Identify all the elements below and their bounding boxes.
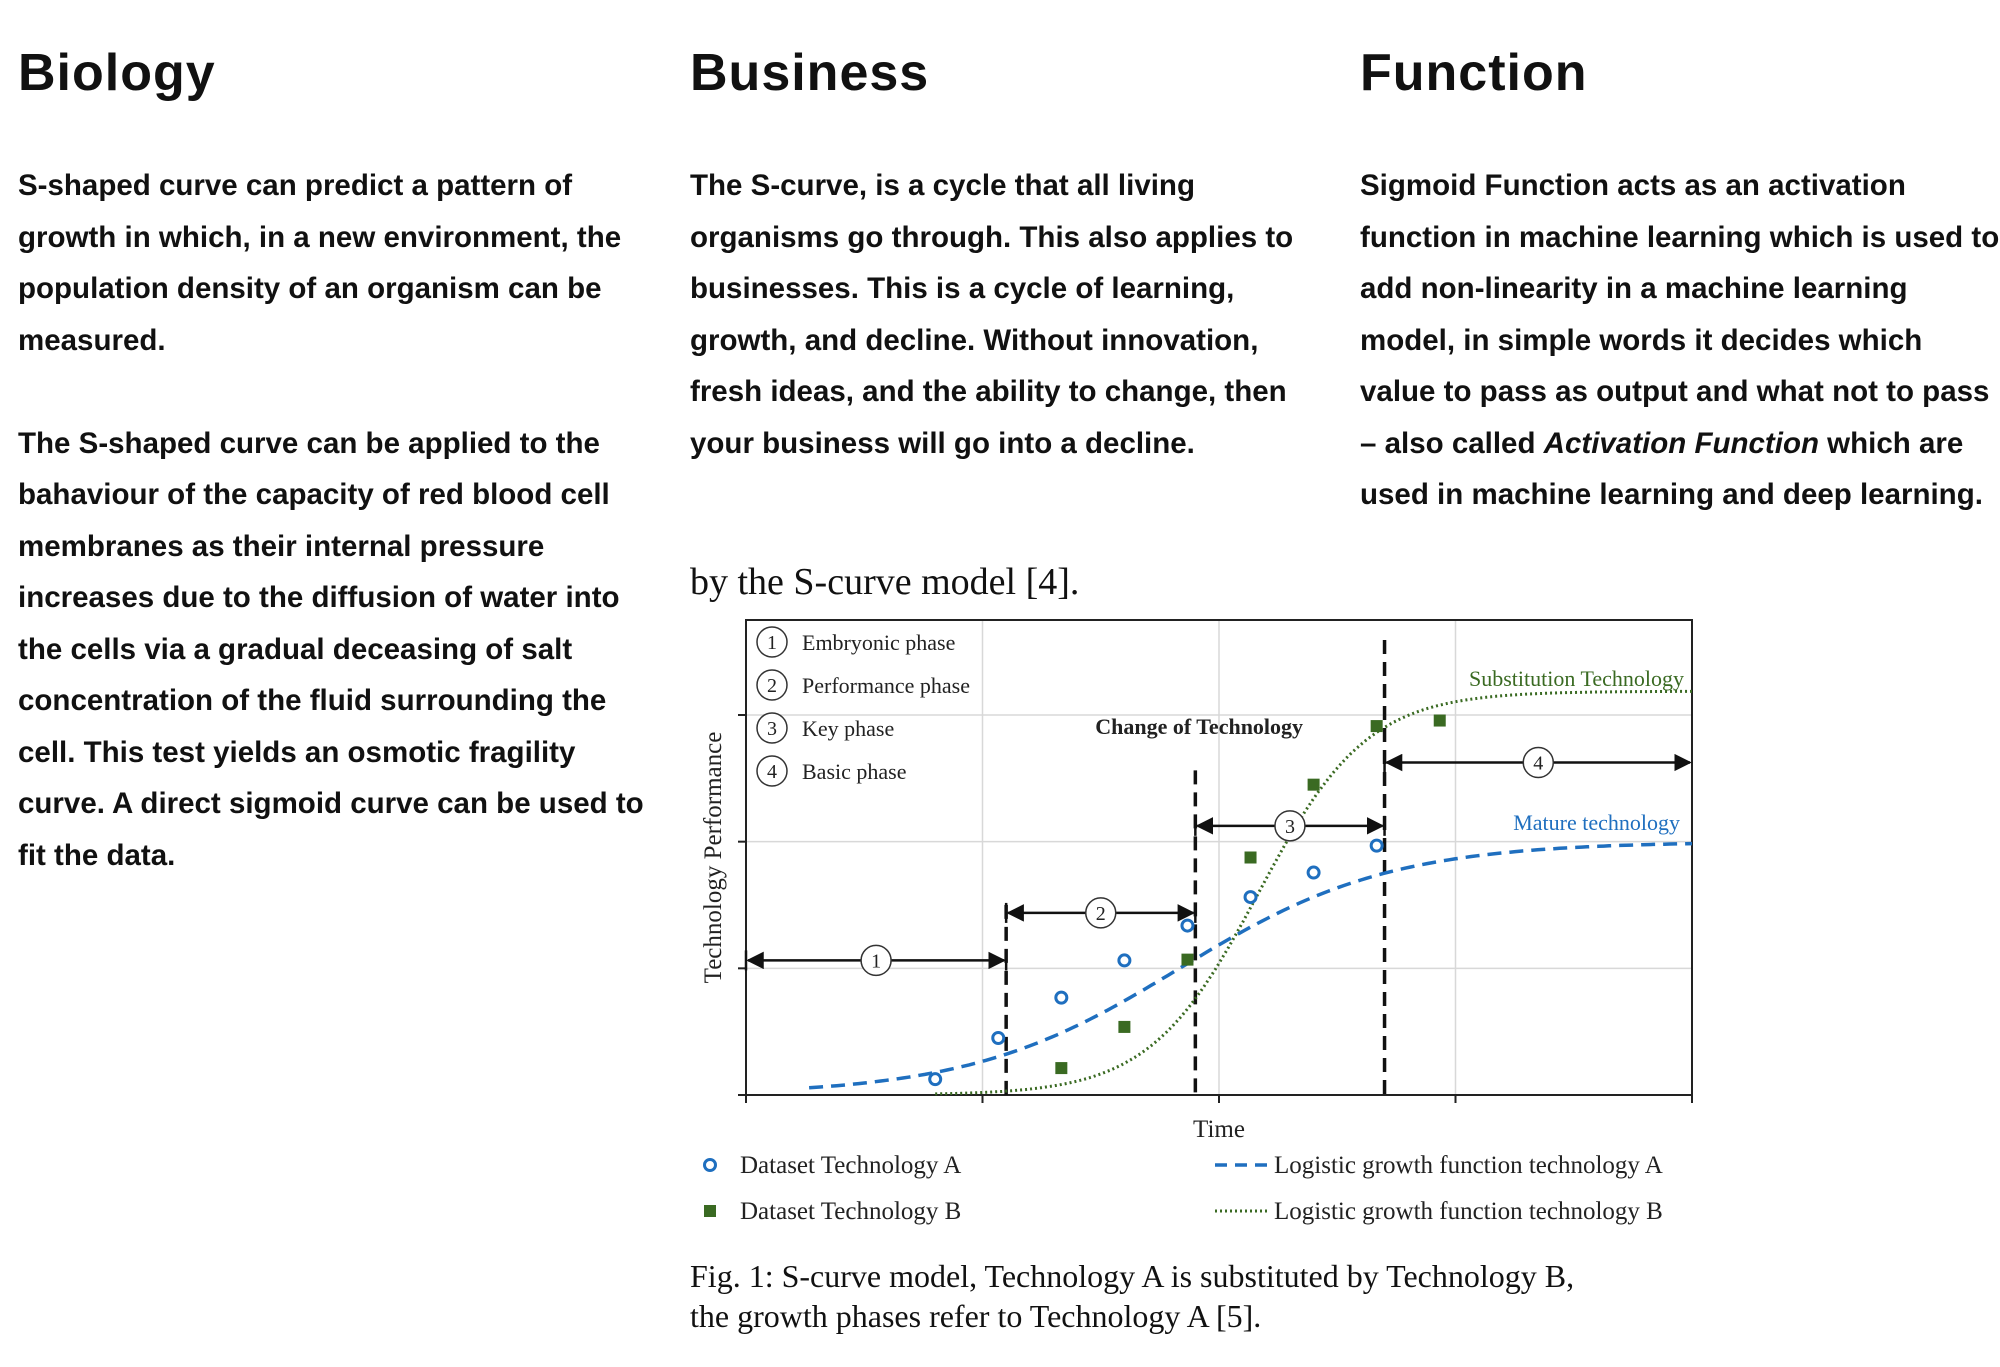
legend-label-dataset-b: Dataset Technology B bbox=[740, 1198, 962, 1225]
phase-legend-2-number: 2 bbox=[767, 675, 777, 697]
change-of-technology-label: Change of Technology bbox=[1095, 714, 1304, 739]
legend-label-logistic-b: Logistic growth function technology B bbox=[1274, 1198, 1663, 1225]
biology-paragraph-1: S-shaped curve can predict a pattern of growth in which, in a new environment, the population density of an organism can be measured. bbox=[18, 169, 622, 357]
function-title: Function bbox=[1360, 44, 1588, 102]
function-paragraph bbox=[1360, 160, 2000, 521]
figure-caption-line-2: the growth phases refer to Technology A [5]. bbox=[690, 1298, 1262, 1334]
function-text bbox=[1360, 160, 2000, 521]
data-point-technology-a-1 bbox=[993, 1033, 1004, 1044]
data-point-technology-b-2 bbox=[1181, 954, 1193, 966]
function-text-italic: Activation Function bbox=[1543, 426, 1819, 460]
logistic-curve-technology-a bbox=[809, 844, 1692, 1088]
phase-legend-1-number: 1 bbox=[767, 632, 777, 654]
data-point-technology-a-6 bbox=[1308, 867, 1319, 878]
figure-intro-text: by the S-curve model [4]. bbox=[690, 561, 1080, 603]
function-text-start: Sigmoid Function acts as an activation function in machine learning which is used to add non-linearity in a machine learning model, in simple words it decides which value to pass as output and what not to pass – also called bbox=[1360, 169, 2000, 460]
figure-caption-line-1: Fig. 1: S-curve model, Technology A is substituted by Technology B, bbox=[690, 1258, 1575, 1294]
data-point-technology-a-2 bbox=[1056, 992, 1067, 1003]
x-axis-label: Time bbox=[1193, 1116, 1245, 1143]
business-text bbox=[690, 160, 1320, 469]
data-point-technology-b-1 bbox=[1118, 1021, 1130, 1033]
s-curve-chart bbox=[690, 610, 1730, 1250]
biology-title: Biology bbox=[18, 44, 216, 102]
data-point-technology-a-3 bbox=[1119, 955, 1130, 966]
phase-legend-label-2: Performance phase bbox=[802, 673, 970, 698]
substitution-technology-label: Substitution Technology bbox=[1468, 666, 1684, 691]
business-paragraph-1: The S-curve, is a cycle that all living organisms go through. This also applies to businesses. This is a cycle of learning, growth, and decline. Without innovation, fresh ideas, and the ability to change, then your business will go into a decline. bbox=[690, 169, 1294, 460]
phase-legend-label-1: Embryonic phase bbox=[802, 630, 956, 655]
phase-legend-label-3: Key phase bbox=[802, 716, 895, 741]
data-point-technology-b-6 bbox=[1434, 715, 1446, 727]
phase-marker-4-number: 4 bbox=[1533, 752, 1544, 775]
phase-marker-1-number: 1 bbox=[871, 950, 882, 973]
phase-legend-4-number: 4 bbox=[767, 761, 777, 783]
y-axis-label: Technology Performance bbox=[700, 731, 727, 984]
phase-legend-label-4: Basic phase bbox=[802, 759, 907, 784]
data-point-technology-a-0 bbox=[930, 1074, 941, 1085]
data-point-technology-a-7 bbox=[1371, 840, 1382, 851]
biology-text bbox=[18, 160, 658, 881]
legend-marker-dataset-a bbox=[705, 1160, 716, 1171]
figure-caption bbox=[690, 1256, 1712, 1336]
data-point-technology-a-4 bbox=[1182, 920, 1193, 931]
data-point-technology-b-5 bbox=[1371, 720, 1383, 732]
data-point-technology-b-4 bbox=[1308, 779, 1320, 791]
legend-label-dataset-a: Dataset Technology A bbox=[740, 1152, 962, 1179]
legend-label-logistic-a: Logistic growth function technology A bbox=[1274, 1152, 1663, 1179]
phase-marker-2-number: 2 bbox=[1095, 902, 1106, 925]
phase-legend-3-number: 3 bbox=[767, 718, 777, 740]
data-point-technology-b-0 bbox=[1055, 1062, 1067, 1074]
phase-marker-3-number: 3 bbox=[1284, 815, 1295, 838]
biology-paragraph-2: The S-shaped curve can be applied to the bahaviour of the capacity of red blood cell membranes as their internal pressure increases due to the diffusion of water into the cells via a gradual deceasing of salt concentration of the fluid surrounding the cell. This test yields an osmotic fragility curve. A direct sigmoid curve can be used to fit the data. bbox=[18, 426, 644, 872]
business-title: Business bbox=[690, 44, 930, 102]
data-point-technology-b-3 bbox=[1245, 852, 1257, 864]
mature-technology-label: Mature technology bbox=[1513, 810, 1680, 835]
data-point-technology-a-5 bbox=[1245, 892, 1256, 903]
legend-marker-dataset-b bbox=[704, 1205, 716, 1217]
logistic-curve-technology-b bbox=[935, 691, 1692, 1094]
function-text-end: which are used in machine learning and deep learning. bbox=[1360, 426, 1983, 511]
